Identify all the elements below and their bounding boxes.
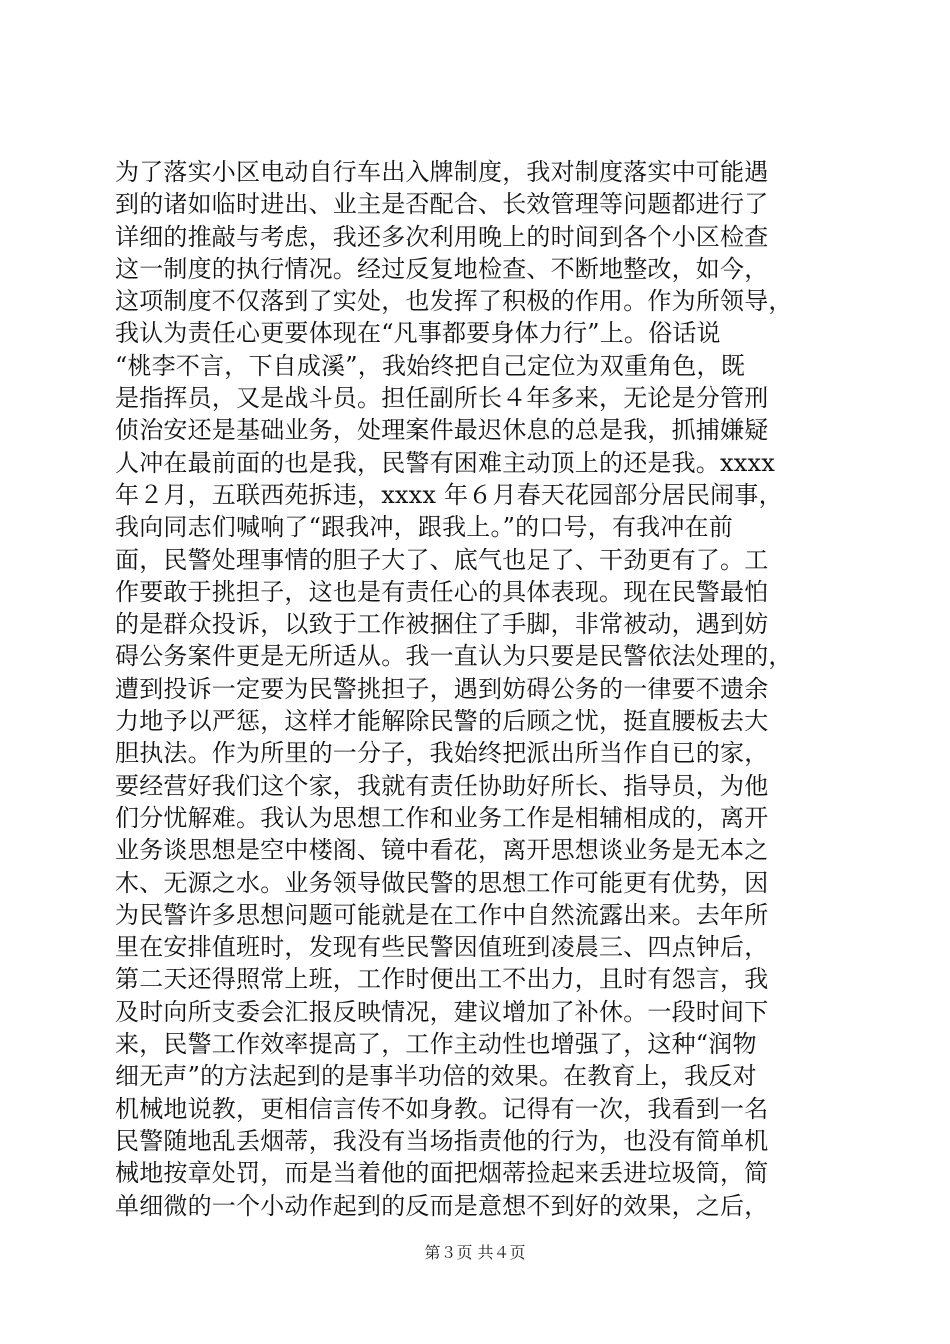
text-line: 们分忧解难。我认为思想工作和业务工作是相辅相成的，离开 <box>115 803 769 832</box>
text-line: 人冲在最前面的也是我，民警有困难主动顶上的还是我。xxxx <box>115 448 775 477</box>
text-line: 来，民警工作效率提高了，工作主动性也增强了，这种“润物 <box>115 1030 757 1059</box>
text-line: 遭到投诉一定要为民警挑担子，遇到妨碍公务的一律要不遗余 <box>115 674 769 703</box>
text-line: 力地予以严惩，这样才能解除民警的后顾之忧，挺直腰板去大 <box>115 707 769 736</box>
text-line: 这项制度不仅落到了实处，也发挥了积极的作用。作为所领导， <box>115 287 793 316</box>
text-line: 详细的推敲与考虑，我还多次利用晚上的时间到各个小区检查 <box>115 222 769 251</box>
text-line: 机械地说教，更相信言传不如身教。记得有一次，我看到一名 <box>115 1094 769 1123</box>
text-line: 我认为责任心更要体现在“凡事都要身体力行”上。俗话说 <box>115 319 721 348</box>
text-line: 民警随地乱丢烟蒂，我没有当场指责他的行为，也没有简单机 <box>115 1126 769 1155</box>
text-line: 及时向所支委会汇报反映情况，建议增加了补休。一段时间下 <box>115 997 769 1026</box>
text-line: 为民警许多思想问题可能就是在工作中自然流露出来。去年所 <box>115 900 769 929</box>
text-line: “桃李不言，下自成溪”，我始终把自己定位为双重角色，既 <box>115 351 745 380</box>
text-line: 面，民警处理事情的胆子大了、底气也足了、干劲更有了。工 <box>115 545 769 574</box>
text-line: 要经营好我们这个家，我就有责任协助好所长、指导员，为他 <box>115 771 769 800</box>
text-line: 里在安排值班时，发现有些民警因值班到凌晨三、四点钟后， <box>115 933 769 962</box>
text-line: 侦治安还是基础业务，处理案件最迟休息的总是我，抓捕嫌疑 <box>115 416 769 445</box>
text-line: 年２月，五联西苑拆违，xxxx 年６月春天花园部分居民闹事， <box>115 480 783 509</box>
page-number-footer: 第３页 共４页 <box>424 1243 526 1262</box>
text-line: 碍公务案件更是无所适从。我一直认为只要是民警依法处理的， <box>115 642 793 671</box>
text-line: 的是群众投诉，以致于工作被捆住了手脚，非常被动，遇到妨 <box>115 610 769 639</box>
text-line: 细无声”的方法起到的是事半功倍的效果。在教育上，我反对 <box>115 1062 757 1091</box>
text-line: 到的诸如临时进出、业主是否配合、长效管理等问题都进行了 <box>115 190 769 219</box>
text-line: 这一制度的执行情况。经过反复地检查、不断地整改，如今， <box>115 254 769 283</box>
body-text <box>115 156 845 1222</box>
text-line: 是指挥员，又是战斗员。担任副所长４年多来，无论是分管刑 <box>115 384 769 413</box>
text-line: 木、无源之水。业务领导做民警的思想工作可能更有优势，因 <box>115 868 769 897</box>
text-line: 业务谈思想是空中楼阁、镜中看花，离开思想谈业务是无本之 <box>115 836 769 865</box>
text-line: 单细微的一个小动作起到的反而是意想不到好的效果，之后， <box>115 1191 769 1220</box>
text-line: 为了落实小区电动自行车出入牌制度，我对制度落实中可能遇 <box>115 158 769 186</box>
text-line: 作要敢于挑担子，这也是有责任心的具体表现。现在民警最怕 <box>115 577 769 606</box>
text-line: 胆执法。作为所里的一分子，我始终把派出所当作自已的家， <box>115 739 769 768</box>
text-line: 第二天还得照常上班，工作时便出工不出力，且时有怨言，我 <box>115 965 769 994</box>
text-line: 械地按章处罚，而是当着他的面把烟蒂捡起来丢进垃圾筒，简 <box>115 1159 769 1188</box>
text-line: 我向同志们喊响了“跟我冲，跟我上。”的口号，有我冲在前 <box>115 513 733 542</box>
